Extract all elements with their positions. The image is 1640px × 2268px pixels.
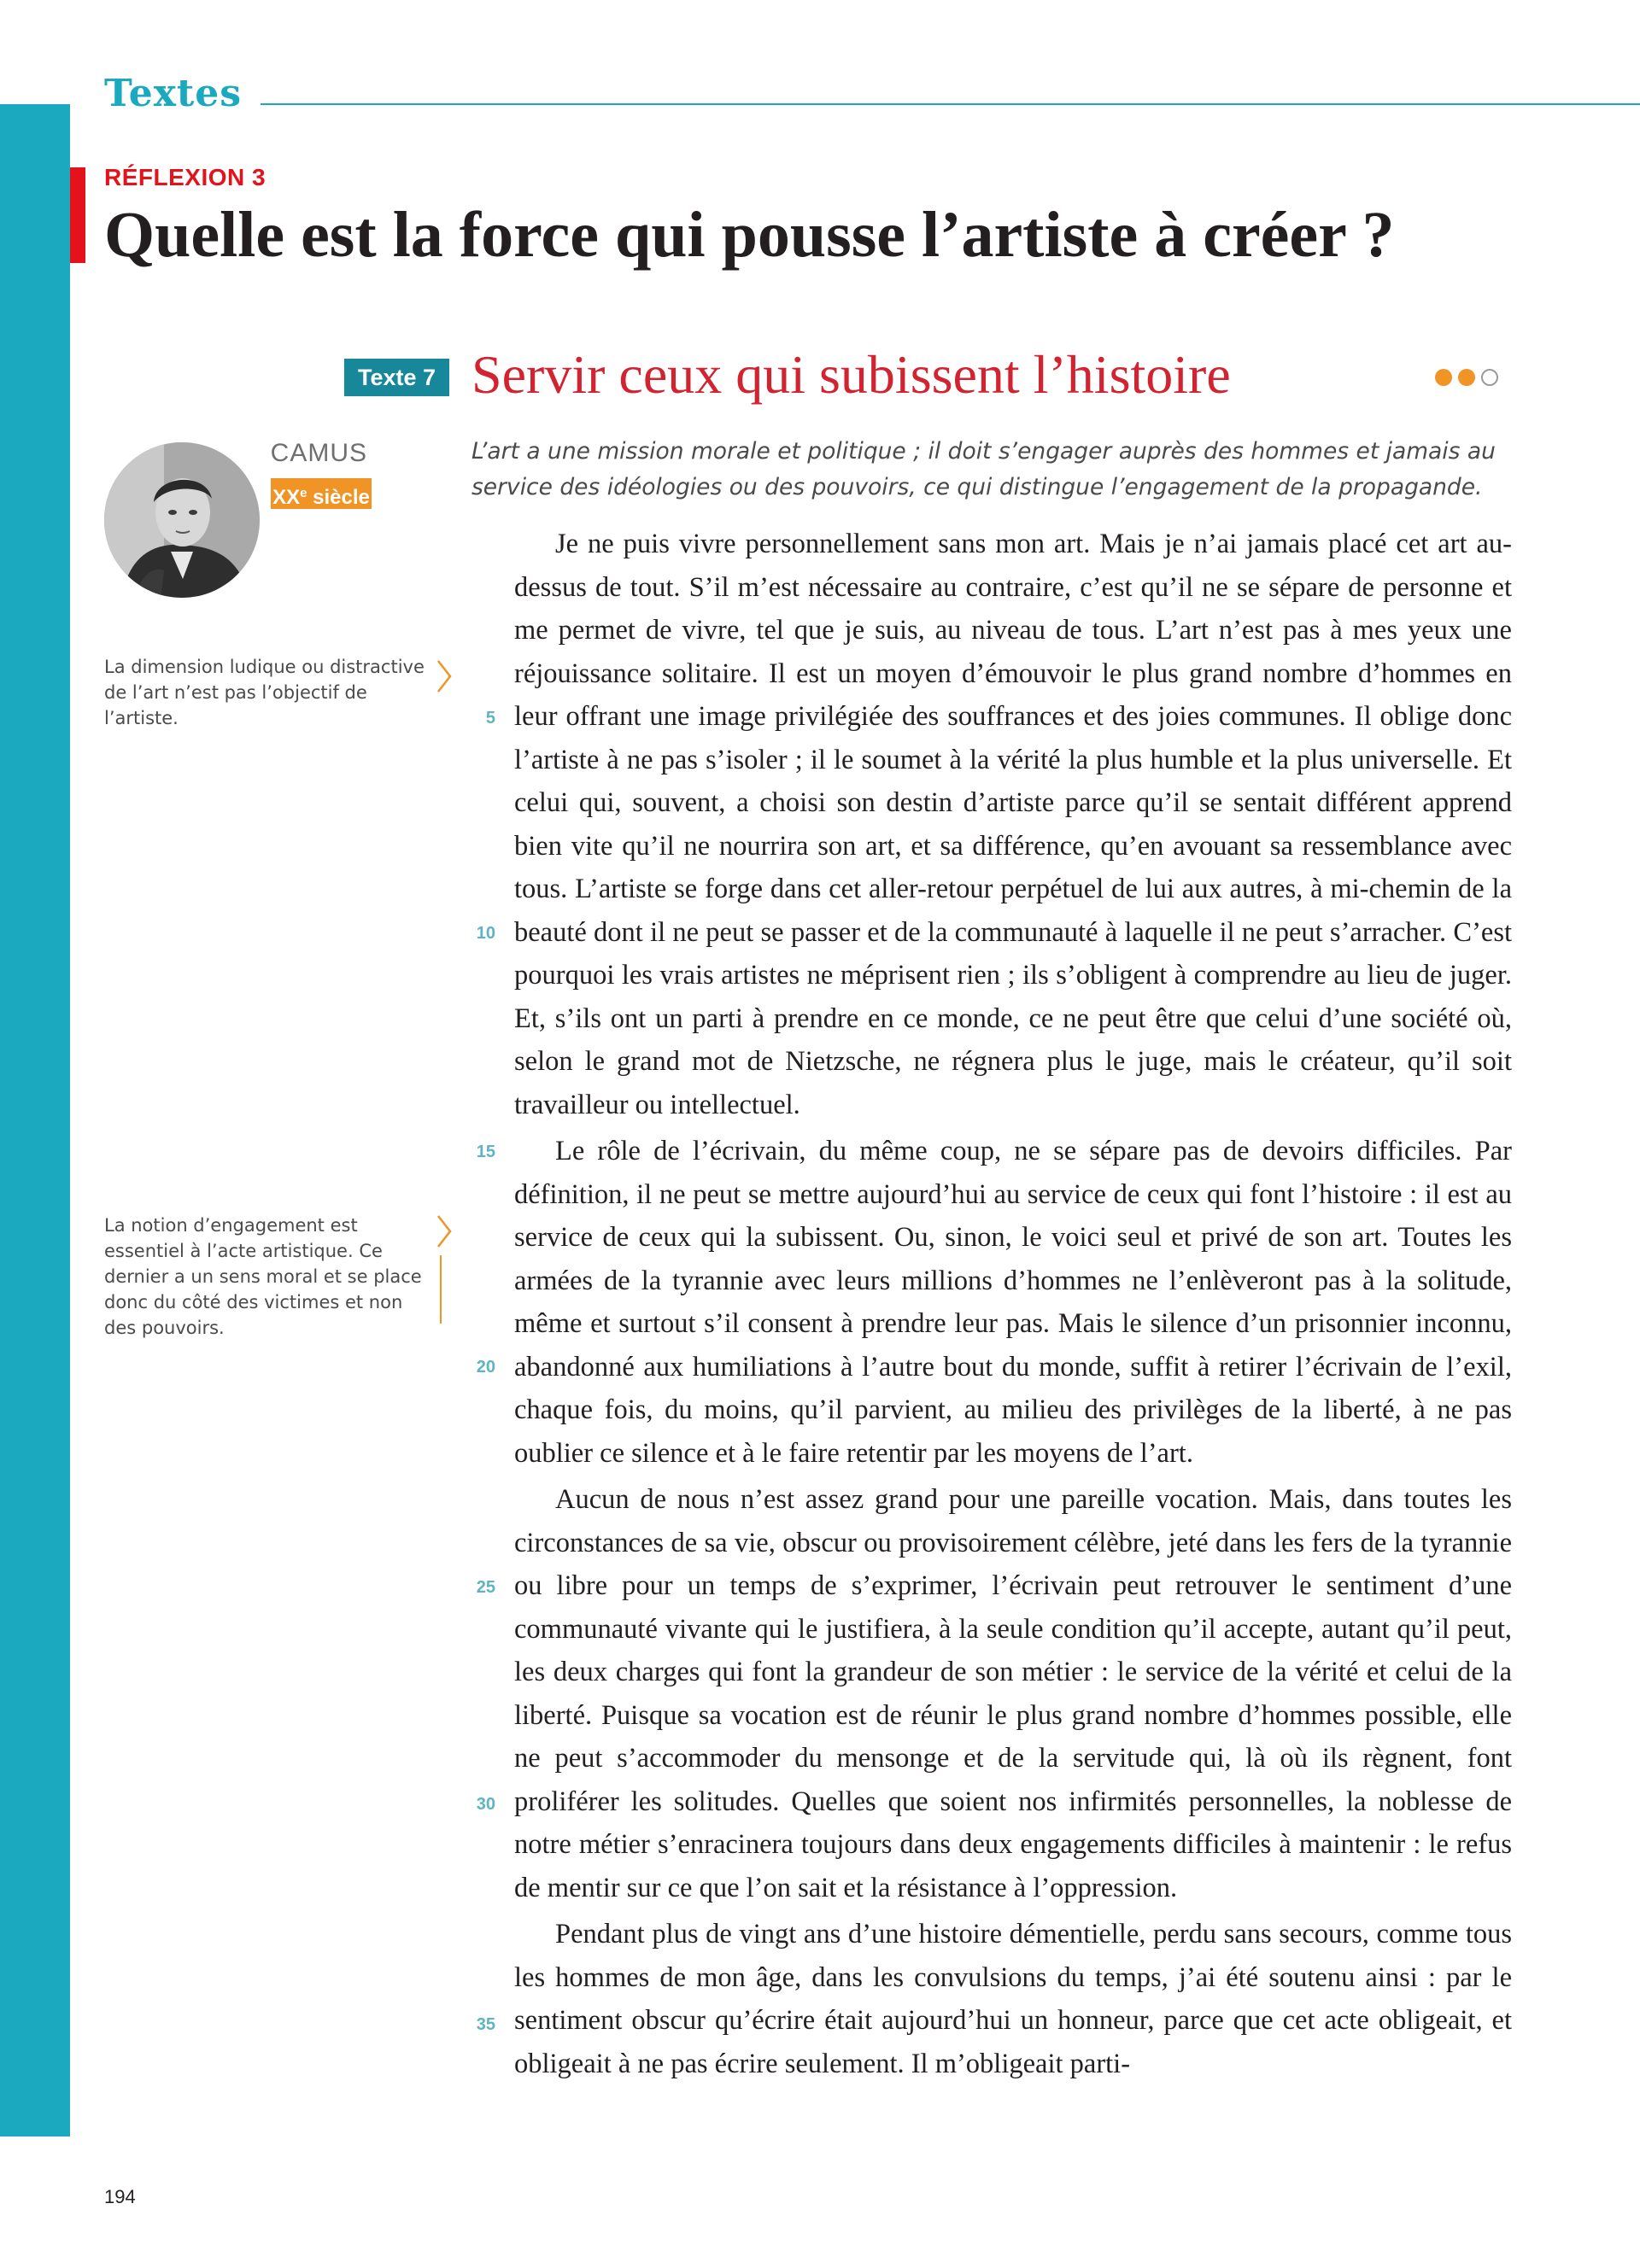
difficulty-dot-filled-icon xyxy=(1435,369,1452,386)
century-roman: XX xyxy=(272,486,301,509)
section-title: Textes xyxy=(104,72,243,115)
text-paragraph: Aucun de nous n’est assez grand pour une pareille vocation. Mais, dans toutes les circonstances de sa vie, obscur ou provisoirement célèbre, jeté dans les fers de la tyrannie ou libre pour un temps de s’exprimer, l’écrivain peut retrouver le sentiment d’une communauté vivante qui le justifiera, à la seule condition qu’il accepte, autant qu’il peut, les deux charges qui font la grandeur de son métier : le service de la vérité et celui de la liberté. Puisque sa vocation est de réunir le plus grand nombre d’hommes possible, elle ne peut s’accommoder du mensonge et de la servitude qui, là où ils règnent, font proliférer les solitudes. Quelles que soient nos infirmités personnelles, la noblesse de notre métier s’enracinera toujours dans deux engagements difficiles à maintenir : le refus de mentir sur ce que l’on sait et la résistance à l’oppression. xyxy=(514,1484,1512,1903)
header-rule xyxy=(261,103,1640,105)
chevron-right-icon xyxy=(436,659,453,693)
reflexion-marker-bar xyxy=(70,167,85,263)
chevron-right-icon xyxy=(436,1214,453,1248)
century-suffix: e xyxy=(300,486,308,500)
text-paragraph: Pendant plus de vingt ans d’une histoire démentielle, perdu sans secours, comme tous les hommes de mon âge, dans les convulsions du temps, j’ai été soutenu ainsi : par le sentiment obscur qu’écrire était aujourd’hui un honneur, parce que cet acte obligeait, et obligeait à ne pas écrire seulement. Il m’obligeait parti- xyxy=(514,1919,1512,2079)
author-portrait xyxy=(104,442,260,598)
page-number: 194 xyxy=(104,2186,136,2207)
line-number: 15 xyxy=(476,1143,495,1161)
line-number: 30 xyxy=(476,1795,495,1814)
reflexion-label: RÉFLEXION 3 xyxy=(104,164,266,190)
margin-note: La dimension ludique ou distractive de l’art n’est pas l’objectif de l’artiste. xyxy=(104,657,425,728)
author-name: CAMUS xyxy=(270,439,367,467)
text-paragraph: Je ne puis vivre personnellement sans mon art. Mais je n’ai jamais placé cet art au-dessus de tout. S’il m’est nécessaire au contraire, c’est qu’il ne se sépare de personne et me permet de vivre, tel que je suis, au niveau de tous. L’art n’est pas à mes yeux une réjouissance solitaire. Il est un moyen d’émouvoir le plus grand nombre d’hommes en leur offrant une image privilégiée des souffrances et des joies communes. Il oblige donc l’artiste à ne pas s’isoler ; il le soumet à la vérité la plus humble et la plus universelle. Et celui qui, souvent, a choisi son destin d’artiste parce qu’il se sentait différent apprend bien vite qu’il ne nourrira son art, et sa différence, qu’en avouant sa ressemblance avec tous. L’artiste se forge dans cet aller-retour perpétuel de lui aux autres, à mi-chemin de la beauté dont il ne peut se passer et de la communauté à laquelle il ne peut s’arracher. C’est pourquoi les vrais artistes ne méprisent rien ; ils s’obligent à comprendre au lieu de juger. Et, s’ils ont un parti à prendre en ce monde, ce ne peut être que celui d’une société où, selon le grand mot de Nietzsche, ne régnera plus le juge, mais le créateur, qu’il soit travailleur ou intellectuel. xyxy=(514,529,1512,1120)
line-number: 25 xyxy=(476,1578,495,1597)
difficulty-dot-empty-icon xyxy=(1481,369,1498,386)
line-number: 5 xyxy=(485,709,495,728)
page-title: Quelle est la force qui pousse l’artiste à créer ? xyxy=(104,199,1395,271)
margin-note-bracket xyxy=(440,1255,442,1324)
difficulty-indicator xyxy=(1435,369,1498,389)
text-paragraph: Le rôle de l’écrivain, du même coup, ne se sépare pas de devoirs difficiles. Par définition, il ne peut se mettre aujourd’hui au service de ceux qui font l’histoire : il est au service de ceux qui la subissent. Ou, sinon, le voici seul et privé de son art. Toutes les armées de la tyrannie avec leurs millions d’hommes ne l’enlèveront pas à la solitude, même et surtout s’il consent à prendre leur pas. Mais le silence d’un prisonnier inconnu, abandonné aux humiliations à l’autre bout du monde, suffit à retirer l’écrivain de l’exil, chaque fois, du moins, qu’il parvient, au milieu des privilèges de la liberté, à ne pas oublier ce silence et à le faire retentir par les moyens de l’art. xyxy=(514,1136,1512,1469)
difficulty-dot-filled-icon xyxy=(1458,369,1475,386)
main-text xyxy=(514,523,1512,2089)
line-number: 20 xyxy=(476,1358,495,1377)
left-color-band xyxy=(0,104,70,2136)
century-word: siècle xyxy=(307,486,370,509)
century-badge xyxy=(271,478,372,509)
line-number: 35 xyxy=(476,2015,495,2034)
line-number: 10 xyxy=(476,924,495,943)
texte-badge: Texte 7 xyxy=(344,359,449,396)
margin-note: La notion d’engagement est essentiel à l’acte artistique. Ce dernier a un sens moral et se place donc du côté des victimes et non des pouvoirs. xyxy=(104,1215,422,1338)
text-introduction: L’art a une mission morale et politique ; il doit s’engager auprès des hommes et jamais au service des idéologies ou des pouvoirs, ce qui distingue l’engagement de la propagande. xyxy=(472,438,1496,500)
texte-title: Servir ceux qui subissent l’histoire xyxy=(472,344,1231,405)
